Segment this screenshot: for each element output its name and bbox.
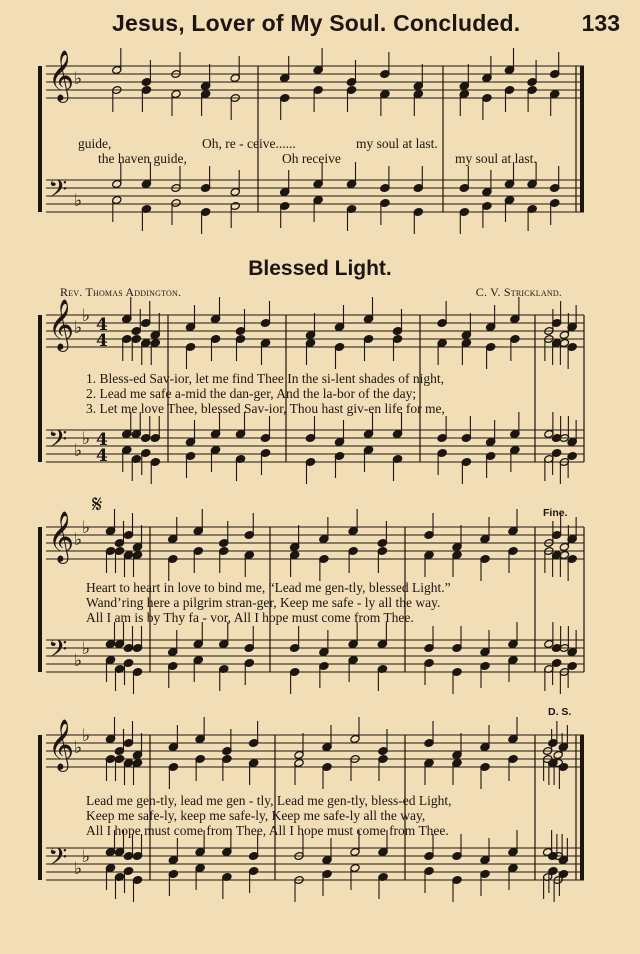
bass-clef: 𝄢 xyxy=(48,425,68,460)
top-lyric-1a: guide, xyxy=(78,136,112,151)
flat-sign: ♭ xyxy=(82,306,91,326)
flat-sign: ♭ xyxy=(74,191,83,211)
verse-line-3-2: Keep me safe-ly, keep me safe-ly, Keep me safe-ly all the way, xyxy=(86,808,426,823)
fine-mark: Fine. xyxy=(543,507,568,519)
flat-sign: ♭ xyxy=(82,429,91,449)
top-lyric-2a: the haven guide, xyxy=(98,151,187,166)
treble-clef: 𝄞 xyxy=(48,299,75,350)
flat-sign: ♭ xyxy=(74,859,83,879)
bass-clef: 𝄢 xyxy=(48,175,68,210)
verse-line-2-2: Wand’ring here a pilgrim stran-ger, Keep me safe - ly all the way. xyxy=(86,595,441,610)
ds-mark: D. S. xyxy=(548,706,572,718)
top-lyric-1c: my soul at last. xyxy=(356,136,438,151)
treble-clef: 𝄞 xyxy=(48,50,75,101)
flat-sign: ♭ xyxy=(82,639,91,659)
flat-sign: ♭ xyxy=(74,318,83,338)
page-number: 133 xyxy=(581,10,620,36)
bass-clef: 𝄢 xyxy=(48,635,68,670)
verse-line-3-1: Lead me gen-tly, lead me gen - tly, Lead me gen-tly, bless-ed Light, xyxy=(86,793,452,808)
time-signature: 4 xyxy=(96,315,108,335)
segno-sign: 𝄋 xyxy=(92,490,103,518)
flat-sign: ♭ xyxy=(74,530,83,550)
system-bracket xyxy=(38,527,42,672)
flat-sign: ♭ xyxy=(74,441,83,461)
top-lyric-1b: Oh, re - ceive...... xyxy=(202,136,296,151)
flat-sign: ♭ xyxy=(82,726,91,746)
lyricist-credit: Rev. Thomas Addington. xyxy=(60,285,182,299)
time-signature: 4 xyxy=(96,446,108,466)
verse-line-2-1: Heart to heart in love to bind me, “Lead me gen-tly, blessed Light.” xyxy=(86,580,451,595)
flat-sign: ♭ xyxy=(74,651,83,671)
treble-clef: 𝄞 xyxy=(48,719,75,770)
final-barline xyxy=(580,735,584,880)
verse-line-1-2: 2. Lead me safe a-mid the dan-ger, And the la-bor of the day; xyxy=(86,386,417,401)
system-bracket xyxy=(38,66,42,212)
verse-line-1-3: 3. Let me love Thee, blessed Sav-ior, Thou hast giv-en life for me, xyxy=(86,401,445,416)
top-lyric-2c: my soul at last. xyxy=(455,151,537,166)
page-header-title: Jesus, Lover of My Soul. Concluded. xyxy=(112,10,521,36)
flat-sign: ♭ xyxy=(82,518,91,538)
flat-sign: ♭ xyxy=(74,69,83,89)
hymn-title: Blessed Light. xyxy=(248,257,392,280)
composer-credit: C. V. Strickland. xyxy=(475,285,562,299)
time-signature: 4 xyxy=(96,430,108,450)
final-barline xyxy=(580,66,584,212)
system-bracket xyxy=(38,315,42,462)
top-lyric-2b: Oh receive xyxy=(282,151,341,166)
time-signature: 4 xyxy=(96,331,108,351)
verse-line-3-3: All I hope must come from Thee, All I hope must come from Thee. xyxy=(86,823,449,838)
bass-clef: 𝄢 xyxy=(48,843,68,878)
verse-line-1-1: 1. Bless-ed Sav-ior, let me find Thee In the si-lent shades of night, xyxy=(86,371,445,386)
treble-clef: 𝄞 xyxy=(48,511,75,562)
system-bracket xyxy=(38,735,42,880)
verse-line-2-3: All I am is by Thy fa - vor, All I hope must come from Thee. xyxy=(86,610,414,625)
flat-sign: ♭ xyxy=(74,738,83,758)
flat-sign: ♭ xyxy=(82,847,91,867)
